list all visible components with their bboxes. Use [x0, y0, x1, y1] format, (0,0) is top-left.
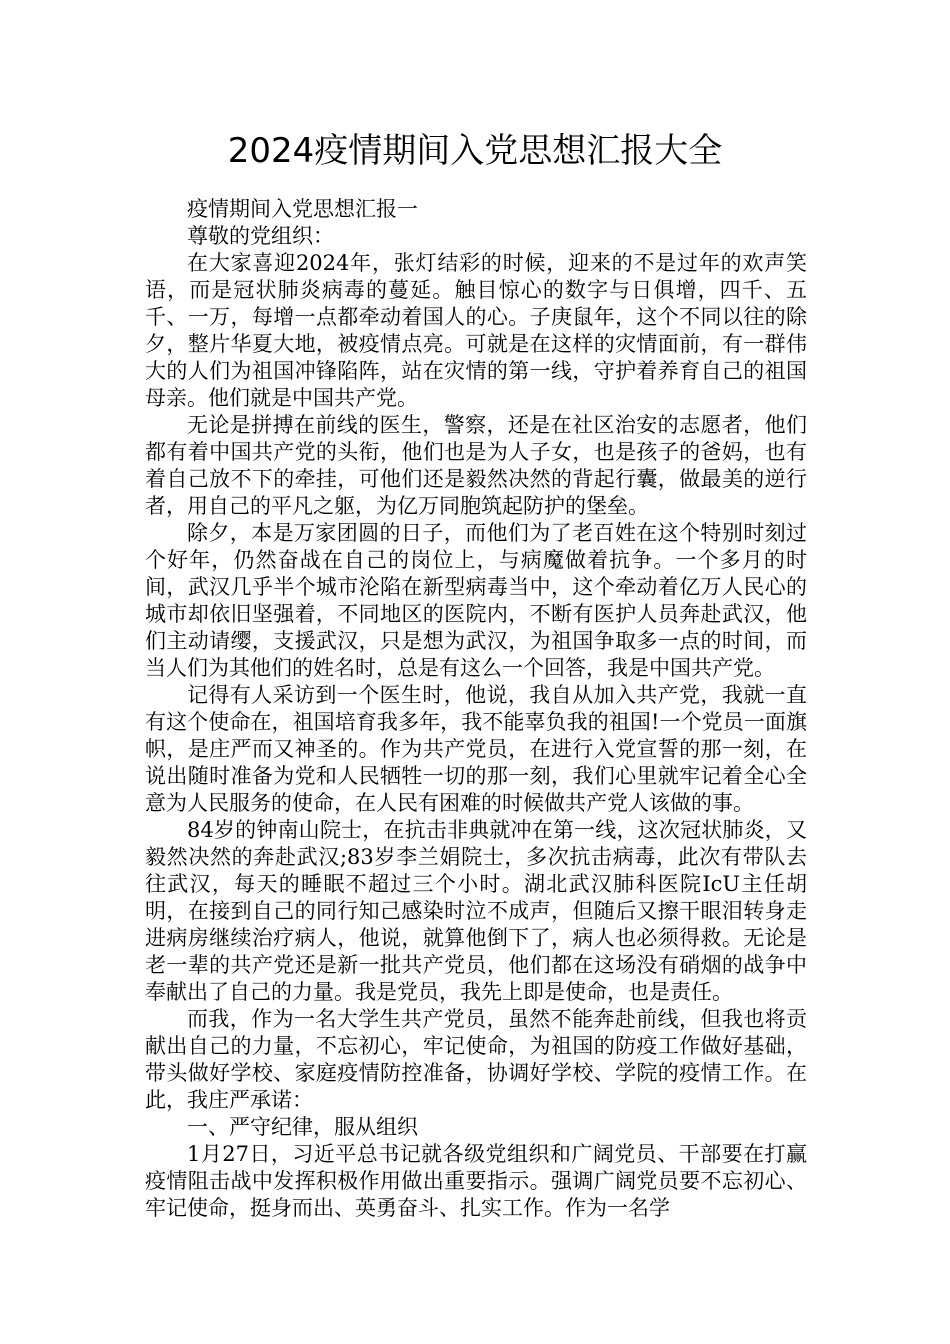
salutation: 尊敬的党组织： — [187, 224, 334, 248]
paragraph: 除夕，本是万家团圆的日子，而他们为了老百姓在这个特别时刻过个好年，仍然奋战在自己的岗位上，与病魔做着抗争。一个多月的时间，武汉几乎半个城市沦陷在新型病毒当中，这个牵动着亿万人民心的城市却依旧坚强着，不同地区的医院内，不断有医护人员奔赴武汉，他们主动请缨，支援武汉，只是想为武汉，为祖国争取多一点的时间，而当人们为其他们的姓名时，总是有这么一个回答，我是中国共产党。 — [145, 521, 807, 680]
section-heading: 一、严守纪律，服从组织 — [187, 1115, 418, 1139]
paragraph: 无论是拼搏在前线的医生，警察，还是在社区治安的志愿者，他们都有着中国共产党的头衔，他们也是为人子女，也是孩子的爸妈，也有着自己放不下的牵挂，可他们还是毅然决然的背起行囊，做最美的逆行者，用自己的平凡之躯，为亿万同胞筑起防护的堡垒。 — [145, 413, 807, 518]
paragraph: 1月27日，习近平总书记就各级党组织和广阔党员、干部要在打赢疫情阻击战中发挥积极作用做出重要指示。强调广阔党员要不忘初心、牢记使命，挺身而出、英勇奋斗、扎实工作。作为一名学 — [145, 1142, 807, 1220]
paragraph: 84岁的钟南山院士，在抗击非典就冲在第一线，这次冠状肺炎，又毅然决然的奔赴武汉;83岁李兰娟院士，多次抗击病毒，此次有带队去往武汉，每天的睡眠不超过三个小时。湖北武汉肺科医院IcU主任胡明，在接到自己的同行知己感染时泣不成声，但随后又擦干眼泪转身走进病房继续治疗病人，他说，就算他倒下了，病人也必须得救。无论是老一辈的共产党还是新一批共产党员，他们都在这场没有硝烟的战争中奉献出了自己的力量。我是党员，我先上即是使命，也是责任。 — [145, 818, 807, 1004]
document-title: 2024疫情期间入党思想汇报大全 — [227, 131, 723, 171]
document-body — [145, 196, 807, 1222]
subtitle: 疫情期间入党思想汇报一 — [187, 197, 418, 221]
paragraph: 在大家喜迎2024年，张灯结彩的时候，迎来的不是过年的欢声笑语，而是冠状肺炎病毒的蔓延。触目惊心的数字与日俱增，四千、五千、一万，每增一点都牵动着国人的心。子庚鼠年，这个不同以往的除夕，整片华夏大地，被疫情点亮。可就是在这样的灾情面前，有一群伟大的人们为祖国冲锋陷阵，站在灾情的第一线，守护着养育自己的祖国母亲。他们就是中国共产党。 — [145, 251, 807, 410]
paragraph: 记得有人采访到一个医生时，他说，我自从加入共产党，我就一直有这个使命在，祖国培育我多年，我不能辜负我的祖国!一个党员一面旗帜，是庄严而又神圣的。作为共产党员，在进行入党宣誓的那一刻，在说出随时准备为党和人民牺牲一切的那一刻，我们心里就牢记着全心全意为人民服务的使命，在人民有困难的时候做共产党人该做的事。 — [145, 683, 807, 815]
paragraph: 而我，作为一名大学生共产党员，虽然不能奔赴前线，但我也将贡献出自己的力量，不忘初心，牢记使命，为祖国的防疫工作做好基础，带头做好学校、家庭疫情防控准备，协调好学校、学院的疫情工作。在此，我庄严承诺： — [145, 1007, 807, 1112]
